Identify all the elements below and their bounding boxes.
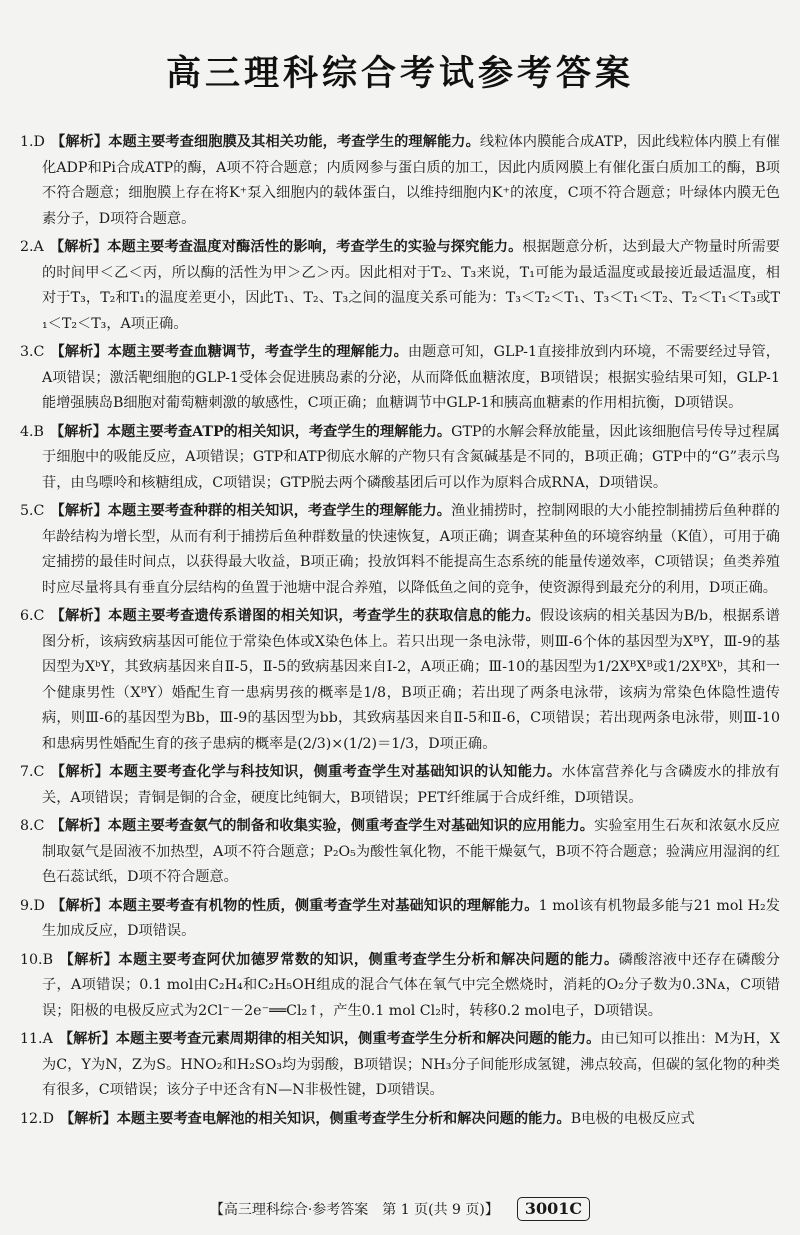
analysis-tag: 【解析】 [49, 423, 107, 440]
analysis-text: 根据题意分析，达到最大产物量时所需要的时间甲＜乙＜丙，所以酶的活性为甲＞乙＞丙。因此相对于T₂、T₃来说，T₁可能为最适温度或最接近最适温度，相对于T₃，T₂和T₁的温度差更小，因此T₁、T₂、T₃之间的温度关系可能为：T₃＜T₂＜T₁、T₃＜T₁＜T₂、T₂＜T₁＜T₃或T₁＜T₂＜T₃，A项正确。 [42, 239, 780, 332]
answer-list [20, 130, 780, 1135]
answer-choice: B [42, 951, 54, 968]
answer-choice: D [33, 897, 45, 914]
question-number: 6. [20, 608, 34, 624]
analysis-tag: 【解析】 [50, 344, 108, 360]
answer-item [20, 814, 780, 891]
footer-page-info: 【高三理科综合·参考答案 第 1 页(共 9 页)】 [209, 1202, 499, 1218]
question-number: 4. [20, 423, 34, 440]
answer-item [20, 499, 780, 601]
answer-choice: C [33, 344, 45, 360]
analysis-text: 1 mol该有机物最多能与21 mol H₂发生加成反应，D项错误。 [42, 897, 780, 939]
analysis-tag: 【解析】 [49, 239, 108, 255]
question-number: 10. [20, 951, 43, 968]
answer-choice: C [33, 503, 45, 519]
page-footer [0, 1196, 800, 1222]
answer-choice: A [33, 239, 44, 255]
analysis-text: GTP的水解会释放能量，因此该细胞信号传导过程属于细胞中的吸能反应，A项错误；GTP和ATP彻底水解的产物只有含氮碱基是不同的，B项正确；GTP中的“G”表示鸟苷，由鸟嘌呤和核糖组成，C项错误；GTP脱去两个磷酸基团后可以作为原料合成RNA，D项错误。 [42, 423, 780, 491]
analysis-tag: 【解析】 [50, 608, 109, 624]
analysis-tag: 【解析】 [50, 764, 110, 780]
analysis-tag: 【解析】 [50, 818, 108, 834]
analysis-lead: 本题主要考查ATP的相关知识，考查学生的理解能力。 [106, 423, 452, 440]
answer-item [20, 604, 780, 757]
analysis-tag: 【解析】 [50, 897, 109, 914]
question-number: 7. [20, 764, 34, 780]
answer-choice: A [42, 1031, 53, 1047]
analysis-tag: 【解析】 [59, 951, 119, 968]
analysis-text: 由题意可知，GLP-1直接排放到内环境，不需要经过导管，A项错误；激活靶细胞的GLP-1受体会促进胰岛素的分泌，从而降低血糖浓度，B项错误；根据实验结果可知，GLP-1能增强胰岛B细胞对葡萄糖刺激的敏感性，C项正确；血糖调节中GLP-1和胰高血糖素的作用相抗衡，D项错误。 [42, 344, 780, 411]
analysis-tag: 【解析】 [50, 503, 108, 519]
question-number: 11. [20, 1031, 43, 1047]
analysis-text: 线粒体内膜能合成ATP，因此线粒体内膜上有催化ADP和Pi合成ATP的酶，A项不符合题意；内质网参与蛋白质的加工，因此内质网膜上有催化蛋白质加工的酶，B项不符合题意；细胞膜上存在将K⁺泵入细胞内的载体蛋白，以维持细胞内K⁺的浓度，C项不符合题意；叶绿体内膜无色素分子，D项符合题意。 [42, 134, 780, 227]
question-number: 12. [20, 1110, 43, 1127]
answer-item [20, 1107, 780, 1133]
paper-code-badge: 3001C [517, 1197, 590, 1221]
question-number: 3. [20, 344, 34, 360]
analysis-lead: 本题主要考查细胞膜及其相关功能，考查学生的理解能力。 [108, 134, 480, 150]
answer-choice: C [33, 818, 45, 834]
analysis-text: 水体富营养化与含磷废水的排放有关，A项错误；青铜是铜的合金，硬度比纯铜大，B项错误；PET纤维属于合成纤维，D项错误。 [42, 764, 780, 806]
analysis-lead: 本题主要考查血糖调节，考查学生的理解能力。 [107, 344, 408, 360]
analysis-lead: 本题主要考查有机物的性质，侧重考查学生对基础知识的理解能力。 [108, 897, 539, 914]
answer-item [20, 894, 780, 945]
analysis-lead: 本题主要考查元素周期律的相关知识，侧重考查学生分析和解决问题的能力。 [115, 1031, 601, 1047]
analysis-text: 实验室用生石灰和浓氨水反应制取氨气是固液不加热型，A项不符合题意；P₂O₅为酸性氧化物，不能干燥氨气，B项不符合题意；验满应用湿润的红色石蕊试纸，D项不符合题意。 [42, 818, 780, 885]
analysis-text: 磷酸溶液中还存在磷酸分子，A项错误；0.1 mol由C₂H₄和C₂H₅OH组成的混合气体在氧气中完全燃烧时，消耗的O₂分子数为0.3Nᴀ，C项错误；阳极的电极反应式为2Cl⁻－2e⁻══Cl₂↑，产生0.1 mol Cl₂时，转移0.2 mol电子，D项错误。 [42, 951, 780, 1019]
analysis-text: 渔业捕捞时，控制网眼的大小能控制捕捞后鱼种群的年龄结构为增长型，从而有利于捕捞后鱼种群数量的快速恢复，A项正确；调查某种鱼的环境容纳量（K值），可用于确定捕捞的最佳时间点，以获得最大收益，B项正确；投放饵料不能提高生态系统的能量传递效率，C项错误；鱼类养殖时应尽量将具有垂直分层结构的鱼置于池塘中混合养殖，以降低鱼之间的竞争，使资源得到最充分的利用，D项正确。 [42, 503, 780, 596]
analysis-text: B电极的电极反应式 [570, 1110, 695, 1127]
answer-choice: D [33, 134, 45, 150]
answer-item [20, 760, 780, 811]
answer-item [20, 340, 780, 417]
analysis-lead: 本题主要考查温度对酶活性的影响，考查学生的实验与探究能力。 [107, 239, 523, 255]
answer-item [20, 130, 780, 232]
answer-item [20, 235, 780, 337]
analysis-lead: 本题主要考查阿伏加德罗常数的知识，侧重考查学生分析和解决问题的能力。 [118, 951, 619, 968]
analysis-lead: 本题主要考查电解池的相关知识，侧重考查学生分析和解决问题的能力。 [116, 1110, 571, 1127]
analysis-tag: 【解析】 [59, 1110, 117, 1127]
question-number: 1. [20, 134, 34, 150]
answer-choice: B [33, 423, 44, 440]
analysis-lead: 本题主要考查种群的相关知识，考查学生的理解能力。 [107, 503, 452, 519]
analysis-tag: 【解析】 [58, 1031, 116, 1047]
question-number: 2. [20, 239, 34, 255]
question-number: 5. [20, 503, 34, 519]
analysis-tag: 【解析】 [50, 134, 109, 150]
answer-item [20, 948, 780, 1025]
answer-item [20, 420, 780, 497]
analysis-lead: 本题主要考查遗传系谱图的相关知识，考查学生的获取信息的能力。 [108, 608, 540, 624]
question-number: 8. [20, 818, 34, 834]
analysis-lead: 本题主要考查化学与科技知识，侧重考查学生对基础知识的认知能力。 [109, 764, 562, 780]
page-title: 高三理科综合考试参考答案 [165, 54, 634, 94]
answer-item [20, 1027, 780, 1104]
analysis-text: 假设该病的相关基因为B/b，根据系谱图分析，该病致病基因可能位于常染色体或X染色体上。若只出现一条电泳带，则Ⅲ-6个体的基因型为XᴮY，Ⅲ-9的基因型为XᵇY，其致病基因来自Ⅱ-5，Ⅱ-5的致病基因来自Ⅰ-2，A项正确；Ⅲ-10的基因型为1/2XᴮXᴮ或1/2XᴮXᵇ，其和一个健康男性（XᴮY）婚配生育一患病男孩的概率是1/8，B项正确；若出现了两条电泳带，该病为常染色体隐性遗传病，则Ⅲ-6的基因型为Bb，Ⅲ-9的基因型为bb，其致病基因来自Ⅱ-5和Ⅱ-6，C项错误；若出现两条电泳带，则Ⅲ-10和患病男性婚配生育的孩子患病的概率是(2/3)×(1/2)＝1/3，D项正确。 [42, 608, 780, 752]
question-number: 9. [20, 897, 34, 914]
answer-choice: C [33, 764, 45, 780]
analysis-lead: 本题主要考查氨气的制备和收集实验，侧重考查学生对基础知识的应用能力。 [107, 818, 595, 834]
answer-choice: C [33, 608, 45, 624]
analysis-text: 由已知可以推出：M为H，X为C，Y为N，Z为S。HNO₂和H₂SO₃均为弱酸，B项错误；NH₃分子间能形成氢键，沸点较高，但碳的氢化物的种类有很多，C项错误；该分子中还含有N—N非极性键，D项错误。 [42, 1031, 780, 1098]
answer-choice: D [42, 1110, 54, 1127]
